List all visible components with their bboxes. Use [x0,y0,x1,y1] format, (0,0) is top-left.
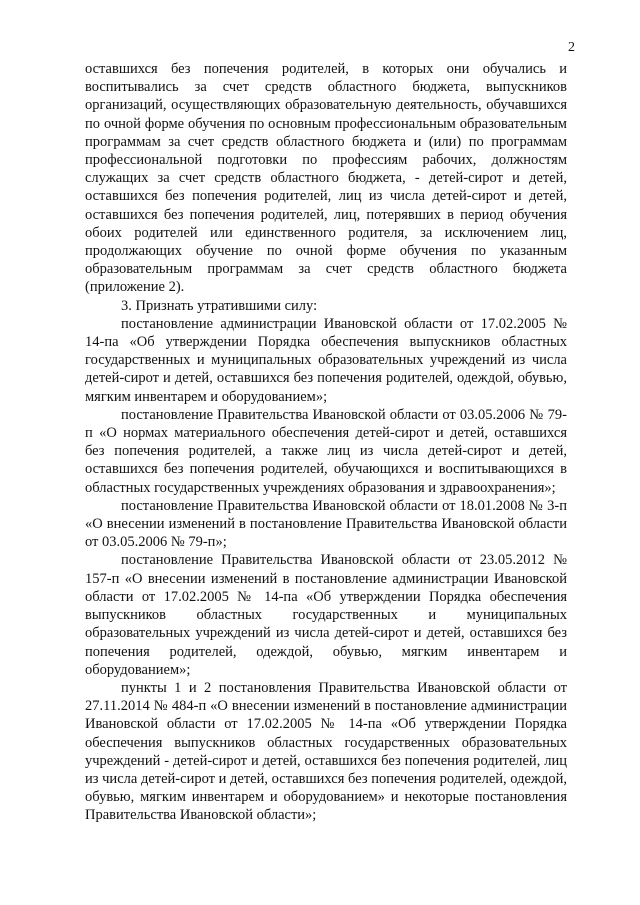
page-number: 2 [568,40,575,55]
paragraph-decree-79-p: постановление Правительства Ивановской области от 03.05.2006 № 79-п «О нормах материального обеспечения детей-сирот и детей, оставшихся без попечения родителей, а также лиц из числа детей-сирот и детей, оставшихся без попечения родителей, обучающихся и воспитывающихся в областных государственных учреждениях образования и здравоохранения»; [85,406,567,496]
paragraph-decree-14-pa: постановление администрации Ивановской области от 17.02.2005 № 14-па «Об утверждении Порядка обеспечения выпускников областных государственных и муниципальных образовательных учреждений из числа детей-сирот и детей, оставшихся без попечения родителей, одеждой, обувью, мягким инвентарем и оборудованием»; [85,315,567,405]
paragraph-decree-157-p: постановление Правительства Ивановской области от 23.05.2012 № 157-п «О внесении изменений в постановление администрации Ивановской области от 17.02.2005 № 14-па «Об утверждении Порядка обеспечения выпускников областных государственных и муниципальных образовательных учреждений из числа детей-сирот и детей, оставшихся без попечения родителей, одеждой, обувью, мягким инвентарем и оборудованием»; [85,552,567,678]
document-body [85,60,567,825]
paragraph-decree-3-p: постановление Правительства Ивановской области от 18.01.2008 № 3-п «О внесении изменений в постановление Правительства Ивановской области от 03.05.2006 № 79-п»; [85,497,567,551]
paragraph-decree-484-p: пункты 1 и 2 постановления Правительства Ивановской области от 27.11.2014 № 484-п «О внесении изменений в постановление администрации Ивановской области от 17.02.2005 № 14-па «Об утверждении Порядка обеспечения выпускников областных государственных образовательных учреждений - детей-сирот и детей, оставшихся без попечения родителей, лиц из числа детей-сирот и детей, оставшихся без попечения родителей, одеждой, обувью, мягким инвентарем и оборудованием» и некоторые постановления Правительства Ивановской области»; [85,679,567,824]
paragraph-item-3: 3. Признать утратившими силу: [121,297,318,314]
paragraph-continuation: оставшихся без попечения родителей, в которых они обучались и воспитывались за счет средств областного бюджета, выпускников организаций, осуществляющих образовательную деятельность, обучавшихся по очной форме обучения по основным профессиональным образовательным программам за счет средств областного бюджета и (или) по программам профессиональной подготовки по профессиям рабочих, должностям служащих за счет средств областного бюджета, - детей-сирот и детей, оставшихся без попечения родителей, лиц из числа детей-сирот и детей, оставшихся без попечения родителей, лиц, потерявших в период обучения обоих родителей или единственного родителя, за исключением лиц, продолжающих обучение по очной форме обучения по указанным образовательным программам за счет средств областного бюджета (приложение 2). [85,61,567,296]
